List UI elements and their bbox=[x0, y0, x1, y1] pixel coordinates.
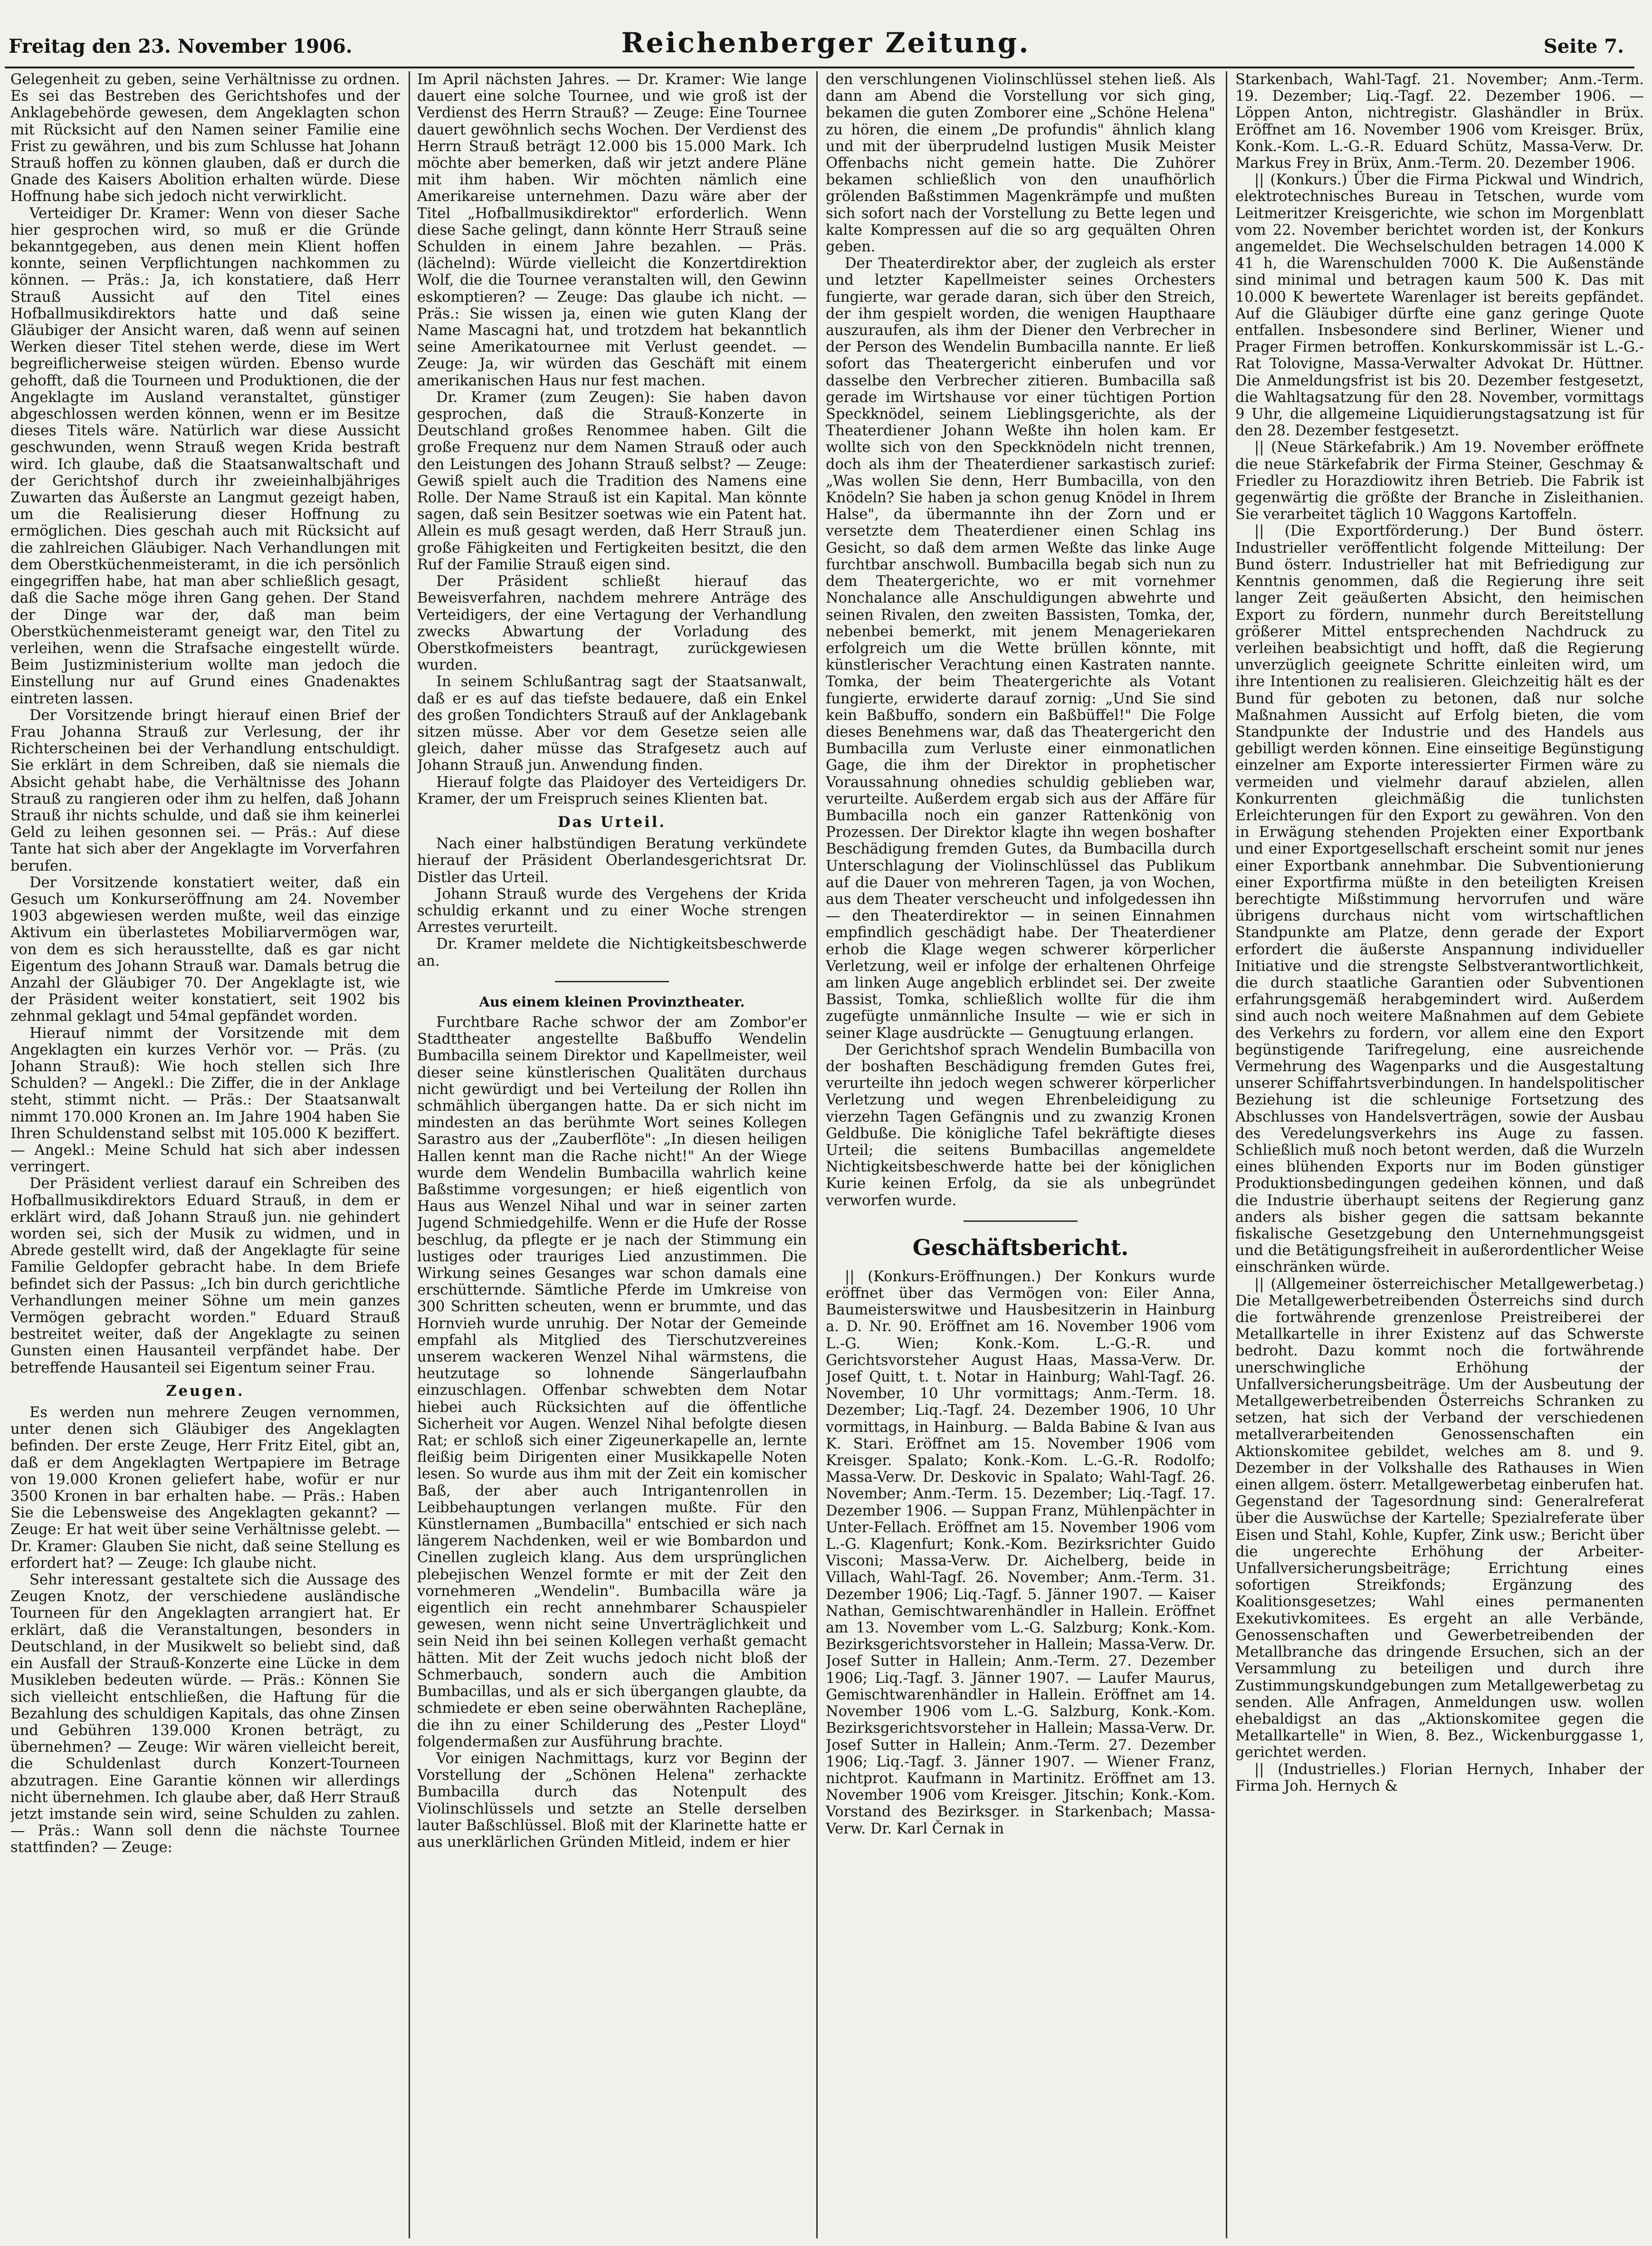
column-2 bbox=[417, 71, 807, 2234]
column-divider bbox=[1226, 71, 1227, 2238]
paragraph: Hierauf nimmt der Vorsitzende mit dem Angeklagten ein kurzes Verhör vor. — Präs. (zu Johann Strauß): Wie hoch stellen sich Ihre Schulden? — Angekl.: Die Ziffer, die in der Anklage steht, stimmt nicht. — Präs.: Der Staatsanwalt nimmt 170.000 Kronen an. Im Jahre 1904 haben Sie Ihren Schuldenstand selbst mit 105.000 K beziffert. — Angekl.: Meine Schuld hat sich aber indessen verringert. bbox=[10, 1025, 400, 1176]
column-3 bbox=[826, 71, 1215, 2234]
paragraph: Verteidiger Dr. Kramer: Wenn von dieser Sache hier gesprochen wird, so muß er die Gründe bekanntgegeben, aus denen mein Klient hoffen konnte, seinen Verpflichtungen nachkommen zu können. — Präs.: Ja, ich konstatiere, daß Herr Strauß Aussicht auf den Titel eines Hofballmusikdirektors hatte und daß seine Gläubiger der Ansicht waren, daß wenn auf seinen Werken dieser Titel stehen werde, diese im Wert begreiflicherweise steigen würden. Ebenso wurde gehofft, daß die Tourneen und Produktionen, die der Angeklagte im Ausland veranstaltet, günstiger abgeschlossen werden können, wenn er im Besitze dieses Titels wäre. Natürlich war diese Aussicht geschwunden, wenn Strauß wegen Krida bestraft wird. Ich glaube, daß die Staatsanwaltschaft und der Gerichtshof durch ihr zweieinhalbjähriges Zuwarten das Äußerste an Langmut gezeigt haben, um die Realisierung dieser Hoffnung zu ermöglichen. Dies geschah auch mit Rücksicht auf die zahlreichen Gläubiger. Nach Verhandlungen mit dem Oberstküchenmeisteramt, in die ich persönlich eingegriffen habe, hat man aber schließlich gesagt, daß die Sache möge ihren Gang gehen. Der Stand der Dinge war der, daß man beim Oberstküchenmeisteramt geneigt war, den Titel zu verleihen, wenn die Strafsache eingestellt würde. Beim Justizministerium wollte man jedoch die Einstellung nur auf Grund eines Gnadenaktes eintreten lassen. bbox=[10, 205, 400, 707]
paragraph: Hierauf folgte das Plaidoyer des Verteidigers Dr. Kramer, der um Freispruch seines Klienten bat. bbox=[417, 774, 807, 807]
paragraph: den verschlungenen Violinschlüssel stehen ließ. Als dann am Abend die Vorstellung vor sich ging, bekamen die guten Zomborer eine „Schöne Helena" zu hören, die einem „De profundis" ähnlich klang und mit der überprudelnd lustigen Musik Meister Offenbachs nicht gemein hatte. Die Zuhörer bekamen schließlich von den unaufhörlich grölenden Baßstimmen Magenkrämpfe und mußten sich sofort nach der Vorstellung zu Bette legen und kalte Kompressen auf die so arg gequälten Ohren geben. bbox=[826, 71, 1215, 256]
paragraph: Der Vorsitzende konstatiert weiter, daß ein Gesuch um Konkurseröffnung am 24. November 1903 abgewiesen werden mußte, weil das einzige Aktivum ein überlastetes Mobiliarvermögen war, von dem es sich herausstellte, daß es gar nicht Eigentum des Johann Strauß war. Damals betrug die Anzahl der Gläubiger 70. Der Angeklagte ist, wie der Präsident weiter konstatiert, seit 1902 bis zehnmal geklagt und 54mal gepfändet worden. bbox=[10, 874, 400, 1025]
paragraph: Der Vorsitzende bringt hierauf einen Brief der Frau Johanna Strauß zur Verlesung, der ihr Richterscheinen bei der Verhandlung entschuldigt. Sie erklärt in dem Schreiben, daß sie niemals die Absicht gehabt habe, die Verhältnisse des Johann Strauß zu rangieren oder ihm zu helfen, daß Johann Strauß ihr nichts schulde, und daß sie ihm keinerlei Geld zu leihen gesonnen sei. — Präs.: Auf diese Tante hat sich aber der Angeklagte im Vorverfahren berufen. bbox=[10, 707, 400, 874]
section-heading: Das Urteil. bbox=[558, 813, 666, 831]
paragraph: Der Theaterdirektor aber, der zugleich als erster und letzter Kapellmeister seines Orchesters fungierte, war gerade daran, sich über den Streich, der ihm gespielt worden, die wenigen Haupthaare auszuraufen, als ihm der Diener den Verbrecher in der Person des Wendelin Bumbacilla nannte. Er ließ sofort das Theatergericht einberufen und vor dasselbe den Verbrecher zitieren. Bumbacilla saß gerade im Wirtshause vor einer tüchtigen Portion Speckknödel, seinem Lieblingsgerichte, als der Theaterdiener Johann Weßte ihn holen kam. Er wollte sich von den Speckknödeln nicht trennen, doch als ihm der Theaterdiener sarkastisch zurief: „Was wollen Sie denn, Herr Bumbacilla, von den Knödeln? Sie haben ja schon genug Knödel in Ihrem Halse", da übermannte ihn der Zorn und er versetzte dem Theaterdiener einen Schlag ins Gesicht, so daß dem armen Weßte das linke Auge furchtbar anschwoll. Bumbacilla begab sich nun zu dem Theatergerichte, wo er mit vornehmer Nonchalance alle Anschuldigungen abwehrte und seinen Rivalen, den zweiten Bassisten, Tomka, der, nebenbei bemerkt, mit jenem Menageriekaren erfolgreich um die Wette brüllen könnte, mit künstlerischer Verachtung einen Kastraten nannte. Tomka, der beim Theatergerichte als Votant fungierte, erwiderte darauf zornig: „Und Sie sind kein Baßbuffo, sondern ein Baßbüffel!" Die Folge dieses Benehmens war, daß das Theatergericht den Bumbacilla zum Verluste einer einmonatlichen Gage, die ihm der Direktor in prophetischer Voraussahnung ohnedies schuldig geblieben war, verurteilte. Außerdem ergab sich aus der Affäre für Bumbacilla noch ein ganzer Rattenkönig von Prozessen. Der Direktor klagte ihn wegen boshafter Beschädigung fremden Gutes, da Bumbacilla durch Unterschlagung der Violinschlüssel das Publikum auf die Dauer von mehreren Tagen, ja von Wochen, aus dem Theater verscheucht und infolgedessen ihn — den Theaterdirektor — in seinen Einnahmen empfindlich geschädigt habe. Der Theaterdiener erhob die Klage wegen schwerer körperlicher Verletzung, weil er infolge der erhaltenen Ohrfeige am linken Auge angeblich erblindet sei. Der zweite Bassist, Tomka, schließlich wollte für die ihm zugefügte unmännliche Insulte — wie er sich in seiner Klage ausdrückte — Genugtuung erlangen. bbox=[826, 255, 1215, 1042]
paragraph: In seinem Schlußantrag sagt der Staatsanwalt, daß er es auf das tiefste bedauere, daß ein Enkel des großen Tondichters Strauß auf der Anklagebank sitzen müsse. Aber vor dem Gesetze seien alle gleich, daher müsse das Strafgesetz auch auf Johann Strauß jun. Anwendung finden. bbox=[417, 673, 807, 774]
page-header bbox=[9, 27, 1643, 69]
paragraph: Dr. Kramer meldete die Nichtigkeitsbeschwerde an. bbox=[417, 936, 807, 969]
column-divider bbox=[409, 71, 410, 2238]
paragraph: Nach einer halbstündigen Beratung verkündete hierauf der Präsident Oberlandesgerichtsrat Dr. Distler das Urteil. bbox=[417, 835, 807, 886]
column-divider bbox=[816, 71, 818, 2238]
header-rule bbox=[5, 67, 1634, 68]
column-4 bbox=[1235, 71, 1644, 2234]
column-1 bbox=[10, 71, 400, 2234]
page-number: Seite 7. bbox=[1543, 35, 1624, 58]
paragraph: Sehr interessant gestaltete sich die Aussage des Zeugen Knotz, der verschiedene ausländische Tourneen für den Angeklagten arrangiert hat. Er erklärt, daß die Veranstaltungen, besonders in Deutschland, in der Musikwelt so beliebt sind, daß ein Ausfall der Strauß-Konzerte eine Lücke in dem Musikleben bedeuten würde. — Präs.: Können Sie sich vielleicht entschließen, die Haftung für die Bezahlung des schuldigen Kapitals, das ohne Zinsen und Gebühren 139.000 Kronen beträgt, zu übernehmen? — Zeuge: Wir wären vielleicht bereit, die Schuldenlast durch Konzert-Tourneen abzutragen. Eine Garantie können wir allerdings nicht übernehmen. Ich glaube aber, daß Herr Strauß jetzt imstande sein wird, seine Schulden zu zahlen. — Präs.: Wann soll denn die nächste Tournee stattfinden? — Zeuge: bbox=[10, 1572, 400, 1856]
section-heading: Geschäftsbericht. bbox=[912, 1234, 1129, 1260]
paragraph: || (Industrielles.) Florian Hernych, Inhaber der Firma Joh. Hernych & bbox=[1235, 1761, 1644, 1795]
header-date: Freitag den 23. November 1906. bbox=[9, 35, 353, 58]
paragraph: || (Die Exportförderung.) Der Bund österr. Industrieller veröffentlicht folgende Mitteilung: Der Bund österr. Industrieller hat mit Befriedigung zur Kenntnis genommen, daß die Regierung ihre seit langer Zeit geäußerten Absicht, den heimischen Export zu fördern, nunmehr durch Bereitstellung größerer Mittel entsprechenden Nachdruck zu verleihen beabsichtigt und hofft, daß die Regierung unverzüglich geeignete Schritte einleiten wird, um ihre Intentionen zu realisieren. Gleichzeitig hält es der Bund für geboten zu betonen, daß nur solche Maßnahmen Aussicht auf Erfolg bieten, die vom Standpunkte der Industrie und des Handels aus gebilligt werden können. Eine einseitige Begünstigung einzelner am Exporte interessierter Firmen wäre zu vermeiden und vielmehr darauf abzielen, allen Konkurrenten gleichmäßig die tunlichsten Erleichterungen für den Export zu gewähren. Von den in Erwägung stehenden Projekten einer Exportbank und einer Exportgesellschaft erscheint somit nur jenes einer Exportbank annehmbar. Die Subventionierung einer Exportfirma müßte in den beteiligten Kreisen berechtigte Mißstimmung hervorrufen und wäre übrigens durchaus nicht vom wirtschaftlichen Standpunkte am Platze, denn gerade der Export erfordert die äußerste Anspannung individueller Initiative und die strengste Selbstverantwortlichkeit, die durch staatliche Garantien oder Subventionen erfahrungsgemäß herabgemindert wird. Außerdem sind auch noch weitere Maßnahmen auf dem Gebiete des Verkehrs zu fordern, vor allem eine den Export begünstigende Tarifregelung, eine ausreichende Vermehrung des Wagenparks und die Ausgestaltung unserer Schiffahrtsverbindungen. In handelspolitischer Beziehung ist die schleunige Fortsetzung des Abschlusses von Handelsverträgen, sowie der Ausbau des Veredelungsverkehrs ins Auge zu fassen. Schließlich muß noch betont werden, daß die Wurzeln eines blühenden Exports nur im Boden günstiger Produktionsbedingungen gedeihen können, und daß die Industrie überhaupt seitens der Regierung ganz anders als bisher gegen die sattsam bekannte fiskalische Gesetzgebung den Unternehmungsgeist und die Betätigungsfreiheit in außerordentlicher Weise einschränken würde. bbox=[1235, 523, 1644, 1276]
newspaper-title: Reichenberger Zeitung. bbox=[621, 27, 1031, 59]
paragraph: Vor einigen Nachmittags, kurz vor Beginn der Vorstellung der „Schönen Helena" zerhackte Bumbacilla durch das Notenpult des Violinschlüssels und setzte an Stelle derselben lauter Baßschlüssel. Bloß mit der Klarinette hatte er aus unerklärlichen Gründen Mitleid, indem er hier bbox=[417, 1750, 807, 1851]
section-rule bbox=[964, 1220, 1078, 1222]
section-rule bbox=[555, 981, 669, 982]
paragraph: Der Präsident verliest darauf ein Schreiben des Hofballmusikdirektors Eduard Strauß, in dem er erklärt wird, daß Johann Strauß jun. nie gehindert worden sei, sich der Musik zu widmen, und in Abrede gestellt wird, daß der Angeklagte für seine Familie Geldopfer gebracht habe. In dem Briefe befindet sich der Passus: „Ich bin durch gerichtliche Verhandlungen meiner Söhne um mein ganzes Vermögen gebracht worden." Eduard Strauß bestreitet weiter, daß der Angeklagte zu seinen Gunsten einen Hausanteil verpfändet habe. Der betreffende Hausanteil sei Eigentum seiner Frau. bbox=[10, 1175, 400, 1376]
section-heading: Zeugen. bbox=[166, 1382, 245, 1400]
paragraph: || (Konkurs.) Über die Firma Pickwal und Windrich, elektrotechnisches Bureau in Tetschen, wurde vom Leitmeritzer Kreisgerichte, wie schon im Morgenblatt vom 22. November berichtet worden ist, der Konkurs angemeldet. Die Wechselschulden betragen 14.000 K 41 h, die Warenschulden 7000 K. Die Außenstände sind minimal und betragen kaum 500 K. Das mit 10.000 K bewertete Warenlager ist bereits gepfändet. Auf die Gläubiger dürfte eine ganz geringe Quote entfallen. Insbesondere sind Berliner, Wiener und Prager Firmen betroffen. Konkurskommissär ist L.-G.-Rat Tolovigne, Massa-Verwalter Advokat Dr. Hüttner. Die Anmeldungsfrist ist bis 20. Dezember festgesetzt, die Wahltagsatzung für den 28. November, vormittags 9 Uhr, die allgemeine Liquidierungstagsatzung ist für den 28. Dezember festgesetzt. bbox=[1235, 172, 1644, 440]
paragraph: Im April nächsten Jahres. — Dr. Kramer: Wie lange dauert eine solche Tournee, und wie groß ist der Verdienst des Herrn Strauß? — Zeuge: Eine Tournee dauert gewöhnlich sechs Wochen. Der Verdienst des Herrn Strauß beträgt 12.000 bis 15.000 Mark. Ich möchte aber bemerken, daß wir jetzt andere Pläne mit ihm haben. Wir möchten nämlich eine Amerikareise unternehmen. Dazu wäre aber der Titel „Hofballmusikdirektor" erforderlich. Wenn diese Sache gelingt, dann könnte Herr Strauß seine Schulden in einem Jahre bezahlen. — Präs. (lächelnd): Würde vielleicht die Konzertdirektion Wolf, die die Tournee veranstalten will, den Gewinn eskomptieren? — Zeuge: Das glaube ich nicht. — Präs.: Sie wissen ja, einen wie guten Klang der Name Mascagni hat, und trotzdem hat bekanntlich seine Amerikatournee mit Verlust geendet. — Zeuge: Ja, wir würden das Geschäft mit einem amerikanischen Haus nur fest machen. bbox=[417, 71, 807, 389]
paragraph: Starkenbach, Wahl-Tagf. 21. November; Anm.-Term. 19. Dezember; Liq.-Tagf. 22. Dezember 1906. — Löppen Anton, nichtregistr. Glashändler in Brüx. Eröffnet am 16. November 1906 vom Kreisger. Brüx, Konk.-Kom. L.-G.-R. Eduard Schütz, Massa-Verw. Dr. Markus Frey in Brüx, Anm.-Term. 20. Dezember 1906. bbox=[1235, 71, 1644, 172]
paragraph: || (Allgemeiner österreichischer Metallgewerbetag.) Die Metallgewerbetreibenden Österreichs sind durch die fortwährende grenzenlose Preistreiberei der Metallkartelle in ihrer Existenz auf das Schwerste bedroht. Dazu kommt noch die fortwährende unerschwingliche Erhöhung der Unfallversicherungsbeiträge. Um der Ausbeutung der Metallgewerbetreibenden Österreichs Schranken zu setzen, hat sich der Verband der verschiedenen metallverarbeitenden Genossenschaften ein Aktionskomitee gebildet, welches am 8. und 9. Dezember in der Volkshalle des Rathauses in Wien einen allgem. österr. Metallgewerbetag einberufen hat. Gegenstand der Tagesordnung sind: Generalreferat über die Auswüchse der Kartelle; Spezialreferate über Eisen und Stahl, Kohle, Kupfer, Zink usw.; Bericht über die ungerechte Erhöhung der Arbeiter-Unfallversicherungsbeiträge; Errichtung eines sofortigen Streikfonds; Ergänzung des Koalitionsgesetzes; Wahl eines permanenten Exekutivkomitees. Es ergeht an alle Verbände, Genossenschaften und Gewerbetreibenden der Metallbranche das dringende Ersuchen, sich an der Versammlung zu beteiligen und durch ihre Zustimmungskundgebungen zum Metallgewerbetag zu senden. Alle Anfragen, Anmeldungen usw. wollen ehebaldigst an das „Aktionskomitee gegen die Metallkartelle" in Wien, 8. Bez., Wickenburggasse 1, gerichtet werden. bbox=[1235, 1276, 1644, 1761]
paragraph: Dr. Kramer (zum Zeugen): Sie haben davon gesprochen, daß die Strauß-Konzerte in Deutschland großes Renommee haben. Gilt die große Frequenz nur dem Namen Strauß oder auch den Leistungen des Johann Strauß selbst? — Zeuge: Gewiß spielt auch die Tradition des Namens eine Rolle. Der Name Strauß ist ein Kapital. Man könnte sagen, daß sein Besitzer soetwas wie ein Patent hat. Allein es muß gesagt werden, daß Herr Strauß jun. große Fähigkeiten und Fertigkeiten besitzt, die den Ruf der Familie Strauß eigen sind. bbox=[417, 389, 807, 573]
paragraph: Johann Strauß wurde des Vergehens der Krida schuldig erkannt und zu einer Woche strengen Arrestes verurteilt. bbox=[417, 885, 807, 936]
paragraph: || (Neue Stärkefabrik.) Am 19. November eröffnete die neue Stärkefabrik der Firma Steiner, Geschmay & Friedler zu Horazdiowitz ihren Betrieb. Die Fabrik ist gegenwärtig die größte der Branche in Zisleithanien. Sie verarbeitet täglich 10 Waggons Kartoffeln. bbox=[1235, 439, 1644, 523]
paragraph: Der Gerichtshof sprach Wendelin Bumbacilla von der boshaften Beschädigung fremden Gutes frei, verurteilte ihn jedoch wegen schwerer körperlicher Verletzung und wegen Ehrenbeleidigung zu vierzehn Tagen Gefängnis und zu zwanzig Kronen Geldbuße. Die königliche Tafel bekräftigte dieses Urteil; die seitens Bumbacillas angemeldete Nichtigkeitsbeschwerde hatte bei der königlichen Kurie keinen Erfolg, da sie als unbegründet verworfen wurde. bbox=[826, 1041, 1215, 1209]
paragraph: Furchtbare Rache schwor der am Zombor'er Stadttheater angestellte Baßbuffo Wendelin Bumbacilla seinem Direktor und Kapellmeister, weil dieser seine künstlerischen Qualitäten durchaus nicht gewürdigt und bei Verteilung der Rollen ihn schmählich übergangen hatte. Da er sich nicht im mindesten an das berühmte Wort seines Kollegen Sarastro aus der „Zauberflöte": „In diesen heiligen Hallen kennt man die Rache nicht!" An der Wiege wurde dem Wendelin Bumbacilla wahrlich keine Baßstimme vorgesungen; er hieß eigentlich von Haus aus Wenzel Nihal und war in seiner zarten Jugend Schmiedgehilfe. Wenn er die Hufe der Rosse beschlug, da pflegte er je nach der Stimmung ein lustiges oder trauriges Lied anzustimmen. Die Wirkung seines Gesanges war schon damals eine erschütternde. Sämtliche Pferde im Umkreise von 300 Schritten scheuten, wenn er brummte, und das Hornvieh wurde unruhig. Der Notar der Gemeinde empfahl als Mitglied des Tierschutzvereines unserem wackeren Wenzel Nihal wärmstens, die heutzutage so lohnende Sängerlaufbahn einzuschlagen. Offenbar schwebten dem Notar hiebei auch Rücksichten auf die öffentliche Sicherheit vor Augen. Wenzel Nihal befolgte diesen Rat; er schloß sich einer Zigeunerkapelle an, lernte fleißig beim Dirigenten einer Musikkapelle Noten lesen. So wurde aus ihm mit der Zeit ein komischer Baß, der aber auch Intrigantenrollen in Leibbehauptungen verlangen mußte. Für den Künstlernamen „Bumbacilla" entschied er sich nach längerem Nachdenken, weil er wie Bombardon und Cinellen zugleich klang. Aus dem ursprünglichen plebejischen Wenzel formte er mit der Zeit den vornehmeren „Wendelin". Bumbacilla wäre ja eigentlich ein recht annehmbarer Schauspieler gewesen, wenn nicht seine Unverträglichkeit und sein Neid ihn bei seinen Kollegen verhaßt gemacht hätten. Mit der Zeit wuchs jedoch nicht bloß der Schmerbauch, sondern auch die Ambition Bumbacillas, und als er sich übergangen glaubte, da schmiedete er eben seine oberwähnten Rachepläne, die ihn zu einer Schilderung des „Pester Lloyd" folgendermaßen zur Ausführung brachte. bbox=[417, 1014, 807, 1750]
paragraph: Es werden nun mehrere Zeugen vernommen, unter denen sich Gläubiger des Angeklagten befinden. Der erste Zeuge, Herr Fritz Eitel, gibt an, daß er dem Angeklagten Wertpapiere im Betrage von 19.000 Kronen geliefert habe, wofür er nur 3500 Kronen in bar erhalten habe. — Präs.: Haben Sie die Lebensweise des Angeklagten gekannt? — Zeuge: Er hat weit über seine Verhältnisse gelebt. — Dr. Kramer: Glauben Sie nicht, daß seine Stellung es erfordert hat? — Zeuge: Ich glaube nicht. bbox=[10, 1404, 400, 1572]
article-heading: Aus einem kleinen Provinztheater. bbox=[479, 993, 745, 1010]
paragraph: Gelegenheit zu geben, seine Verhältnisse zu ordnen. Es sei das Bestreben des Gerichtshofes und der Anklagebehörde gewesen, dem Angeklagten schon mit Rücksicht auf den Namen seiner Familie eine Frist zu gewähren, und bis zum Schlusse hat Johann Strauß hoffen zu können glauben, daß er durch die Gnade des Kaisers Abolition erhalten würde. Diese Hoffnung habe sich jedoch nicht verwirklicht. bbox=[10, 71, 400, 205]
paragraph: Der Präsident schließt hierauf das Beweisverfahren, nachdem mehrere Anträge des Verteidigers, der eine Vertagung der Verhandlung zwecks Abwartung der Vorladung des Oberstkofmeisters beantragt, zurückgewiesen wurden. bbox=[417, 573, 807, 674]
paragraph: || (Konkurs-Eröffnungen.) Der Konkurs wurde eröffnet über das Vermögen von: Eiler Anna, Baumeisterswitwe und Hausbesitzerin in Hainburg a. D. Nr. 90. Eröffnet am 16. November 1906 vom L.-G. Wien; Konk.-Kom. L.-G.-R. und Gerichtsvorsteher August Haas, Massa-Verw. Dr. Josef Quitt, t. t. Notar in Hainburg; Wahl-Tagf. 26. November, 10 Uhr vormittags; Anm.-Term. 18. Dezember; Liq.-Tagf. 24. Dezember 1906, 10 Uhr vormittags, in Hainburg. — Balda Babine & Ivan aus K. Stari. Eröffnet am 15. November 1906 vom Kreisger. Spalato; Konk.-Kom. L.-G.-R. Rodolfo; Massa-Verw. Dr. Deskovic in Spalato; Wahl-Tagf. 26. November; Anm.-Term. 15. Dezember; Liq.-Tagf. 17. Dezember 1906. — Suppan Franz, Mühlenpächter in Unter-Fellach. Eröffnet am 15. November 1906 vom L.-G. Klagenfurt; Konk.-Kom. Bezirksrichter Guido Visconi; Massa-Verw. Dr. Aichelberg, beide in Villach, Wahl-Tagf. 26. November; Anm.-Term. 31. Dezember 1906; Liq.-Tagf. 5. Jänner 1907. — Kaiser Nathan, Gemischtwarenhändler in Hallein. Eröffnet am 13. November vom L.-G. Salzburg; Konk.-Kom. Bezirksgerichtsvorsteher in Hallein; Massa-Verw. Dr. Josef Sutter in Hallein; Anm.-Term. 27. Dezember 1906; Liq.-Tagf. 3. Jänner 1907. — Laufer Maurus, Gemischtwarenhändler in Hallein. Eröffnet am 14. November 1906 vom L.-G. Salzburg, Konk.-Kom. Bezirksgerichtsvorsteher in Hallein; Massa-Verw. Dr. Josef Sutter in Hallein; Anm.-Term. 27. Dezember 1906; Liq.-Tagf. 3. Jänner 1907. — Wiener Franz, nichtprot. Kaufmann in Martinitz. Eröffnet am 13. November 1906 vom Kreisger. Jitschin; Konk.-Kom. Vorstand des Bezirksger. in Starkenbach; Massa-Verw. Dr. Karl Černak in bbox=[826, 1268, 1215, 1837]
